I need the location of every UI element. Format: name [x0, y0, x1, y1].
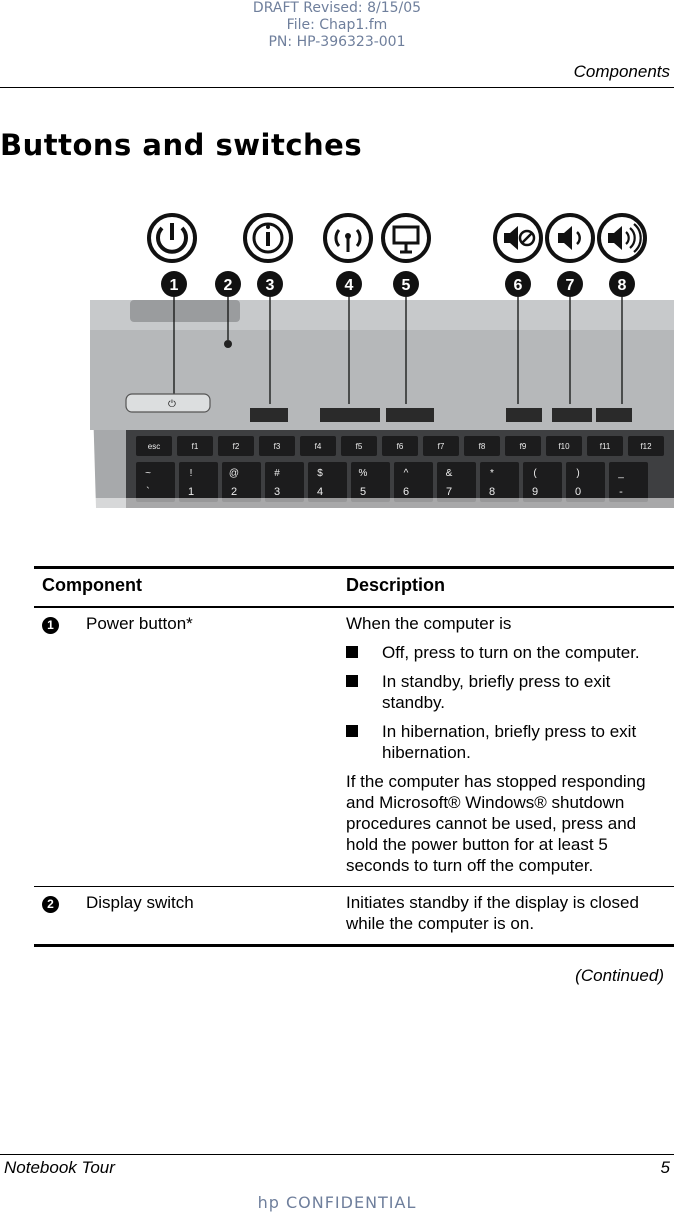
- svg-text:0: 0: [574, 486, 582, 498]
- wireless-icon: [325, 215, 371, 261]
- key-f10: [546, 436, 582, 456]
- key-f12: [628, 436, 664, 456]
- svg-text:f3: f3: [273, 442, 281, 451]
- table-row: [34, 607, 674, 887]
- svg-text:1: 1: [187, 486, 195, 498]
- svg-text:@: @: [228, 468, 240, 479]
- table-row: [34, 887, 674, 946]
- description-note: If the computer has stopped responding and Microsoft® Windows® shutdown procedures cannot be used, press and hold the power button for at least 5 seconds to turn off the computer.: [346, 772, 646, 875]
- mute-icon: [495, 215, 541, 261]
- svg-text:8: 8: [617, 277, 627, 294]
- svg-text:): ): [576, 468, 580, 479]
- svg-text:f1: f1: [191, 442, 199, 451]
- section-title: Buttons and switches: [0, 128, 363, 162]
- svg-text:f6: f6: [396, 442, 404, 451]
- key-f7: [423, 436, 459, 456]
- footer-rule: [0, 1154, 674, 1155]
- bullet-square-icon: [346, 675, 358, 687]
- key-f9: [505, 436, 541, 456]
- key-f3: [259, 436, 295, 456]
- description-intro: When the computer is: [346, 614, 512, 633]
- component-description: [338, 607, 674, 887]
- svg-text:2: 2: [223, 277, 233, 294]
- draft-revised-line: DRAFT Revised: 8/15/05: [252, 0, 422, 16]
- running-head: Components: [573, 62, 670, 81]
- footer-chapter: Notebook Tour: [4, 1158, 115, 1177]
- bullet-square-icon: [346, 646, 358, 658]
- key-number: [394, 462, 433, 502]
- svg-text:9: 9: [531, 486, 539, 498]
- svg-text:f8: f8: [478, 442, 486, 451]
- svg-text:2: 2: [230, 486, 238, 498]
- list-item: In standby, briefly press to exit standby.: [346, 671, 666, 713]
- info-icon: [245, 215, 291, 261]
- column-header-description: Description: [338, 568, 674, 608]
- column-header-component: Component: [34, 568, 338, 608]
- callout-1: [161, 271, 187, 297]
- svg-text:(: (: [533, 468, 537, 479]
- key-number: [265, 462, 304, 502]
- svg-text:5: 5: [401, 277, 411, 294]
- draft-header: [0, 0, 674, 51]
- svg-text:f5: f5: [355, 442, 363, 451]
- svg-text:5: 5: [359, 486, 367, 498]
- list-item: Off, press to turn on the computer.: [346, 642, 666, 663]
- svg-text:3: 3: [273, 486, 281, 498]
- svg-text:f11: f11: [599, 442, 611, 451]
- svg-text:^: ^: [403, 468, 409, 479]
- key-f1: [177, 436, 213, 456]
- svg-text:6: 6: [513, 277, 523, 294]
- bullet-square-icon: [346, 725, 358, 737]
- svg-text:%: %: [358, 468, 368, 479]
- volume-down-icon: [547, 215, 593, 261]
- key-number: [179, 462, 218, 502]
- svg-text:4: 4: [344, 277, 354, 294]
- svg-text:7: 7: [445, 486, 453, 498]
- key-number: [222, 462, 261, 502]
- svg-text:f4: f4: [314, 442, 322, 451]
- keyboard-figure: [90, 208, 674, 508]
- key-number: [351, 462, 390, 502]
- key-f11: [587, 436, 623, 456]
- key-f8: [464, 436, 500, 456]
- key-number: [437, 462, 476, 502]
- key-number: [136, 462, 175, 502]
- component-name: Display switch: [78, 887, 338, 946]
- power-icon: [149, 215, 195, 261]
- header-rule: [0, 87, 674, 88]
- draft-file-line: File: Chap1.fm: [286, 17, 388, 33]
- svg-text:f12: f12: [640, 442, 652, 451]
- continued-label: (Continued): [575, 966, 664, 985]
- svg-text:_: _: [618, 468, 624, 479]
- svg-text:esc: esc: [147, 442, 161, 451]
- svg-text:3: 3: [265, 277, 275, 294]
- key-f2: [218, 436, 254, 456]
- callout-8: [609, 271, 635, 297]
- table-header-row: [34, 568, 674, 608]
- svg-text:f2: f2: [232, 442, 240, 451]
- key-esc: [136, 436, 172, 456]
- callout-6: [505, 271, 531, 297]
- draft-pn-line: PN: HP-396323-001: [268, 34, 406, 50]
- svg-text:f7: f7: [437, 442, 445, 451]
- svg-text:8: 8: [488, 486, 496, 498]
- key-number: [609, 462, 648, 502]
- svg-text:f10: f10: [558, 442, 570, 451]
- volume-up-icon: [599, 215, 645, 261]
- callout-3: [257, 271, 283, 297]
- confidential-mark: hp CONFIDENTIAL: [257, 1193, 417, 1212]
- svg-text:1: 1: [169, 277, 179, 294]
- svg-text:*: *: [490, 468, 494, 479]
- svg-text:!: !: [189, 468, 193, 479]
- page-number: 5: [660, 1158, 670, 1177]
- svg-text:`: `: [146, 486, 150, 498]
- presentation-icon: [383, 215, 429, 261]
- svg-text:~: ~: [145, 468, 151, 479]
- svg-text:&: &: [445, 468, 453, 479]
- svg-text:4: 4: [316, 486, 324, 498]
- key-f4: [300, 436, 336, 456]
- svg-text:⏻: ⏻: [168, 399, 176, 410]
- key-number: [523, 462, 562, 502]
- component-name: Power button*: [78, 607, 338, 887]
- component-table: [34, 566, 674, 947]
- svg-text:-: -: [619, 486, 623, 498]
- callout-4: [336, 271, 362, 297]
- svg-text:7: 7: [565, 277, 575, 294]
- key-number: [480, 462, 519, 502]
- key-f5: [341, 436, 377, 456]
- svg-text:#: #: [274, 468, 280, 479]
- callout-5: [393, 271, 419, 297]
- component-description: Initiates standby if the display is closed while the computer is on.: [338, 887, 674, 946]
- callout-badge: 1: [42, 617, 59, 634]
- svg-text:f9: f9: [519, 442, 527, 451]
- svg-text:$: $: [317, 468, 323, 479]
- key-f6: [382, 436, 418, 456]
- key-number: [308, 462, 347, 502]
- callout-7: [557, 271, 583, 297]
- list-item: In hibernation, briefly press to exit hibernation.: [346, 721, 666, 763]
- key-number: [566, 462, 605, 502]
- callout-badge: 2: [42, 896, 59, 913]
- svg-text:6: 6: [402, 486, 410, 498]
- callout-2: [215, 271, 241, 297]
